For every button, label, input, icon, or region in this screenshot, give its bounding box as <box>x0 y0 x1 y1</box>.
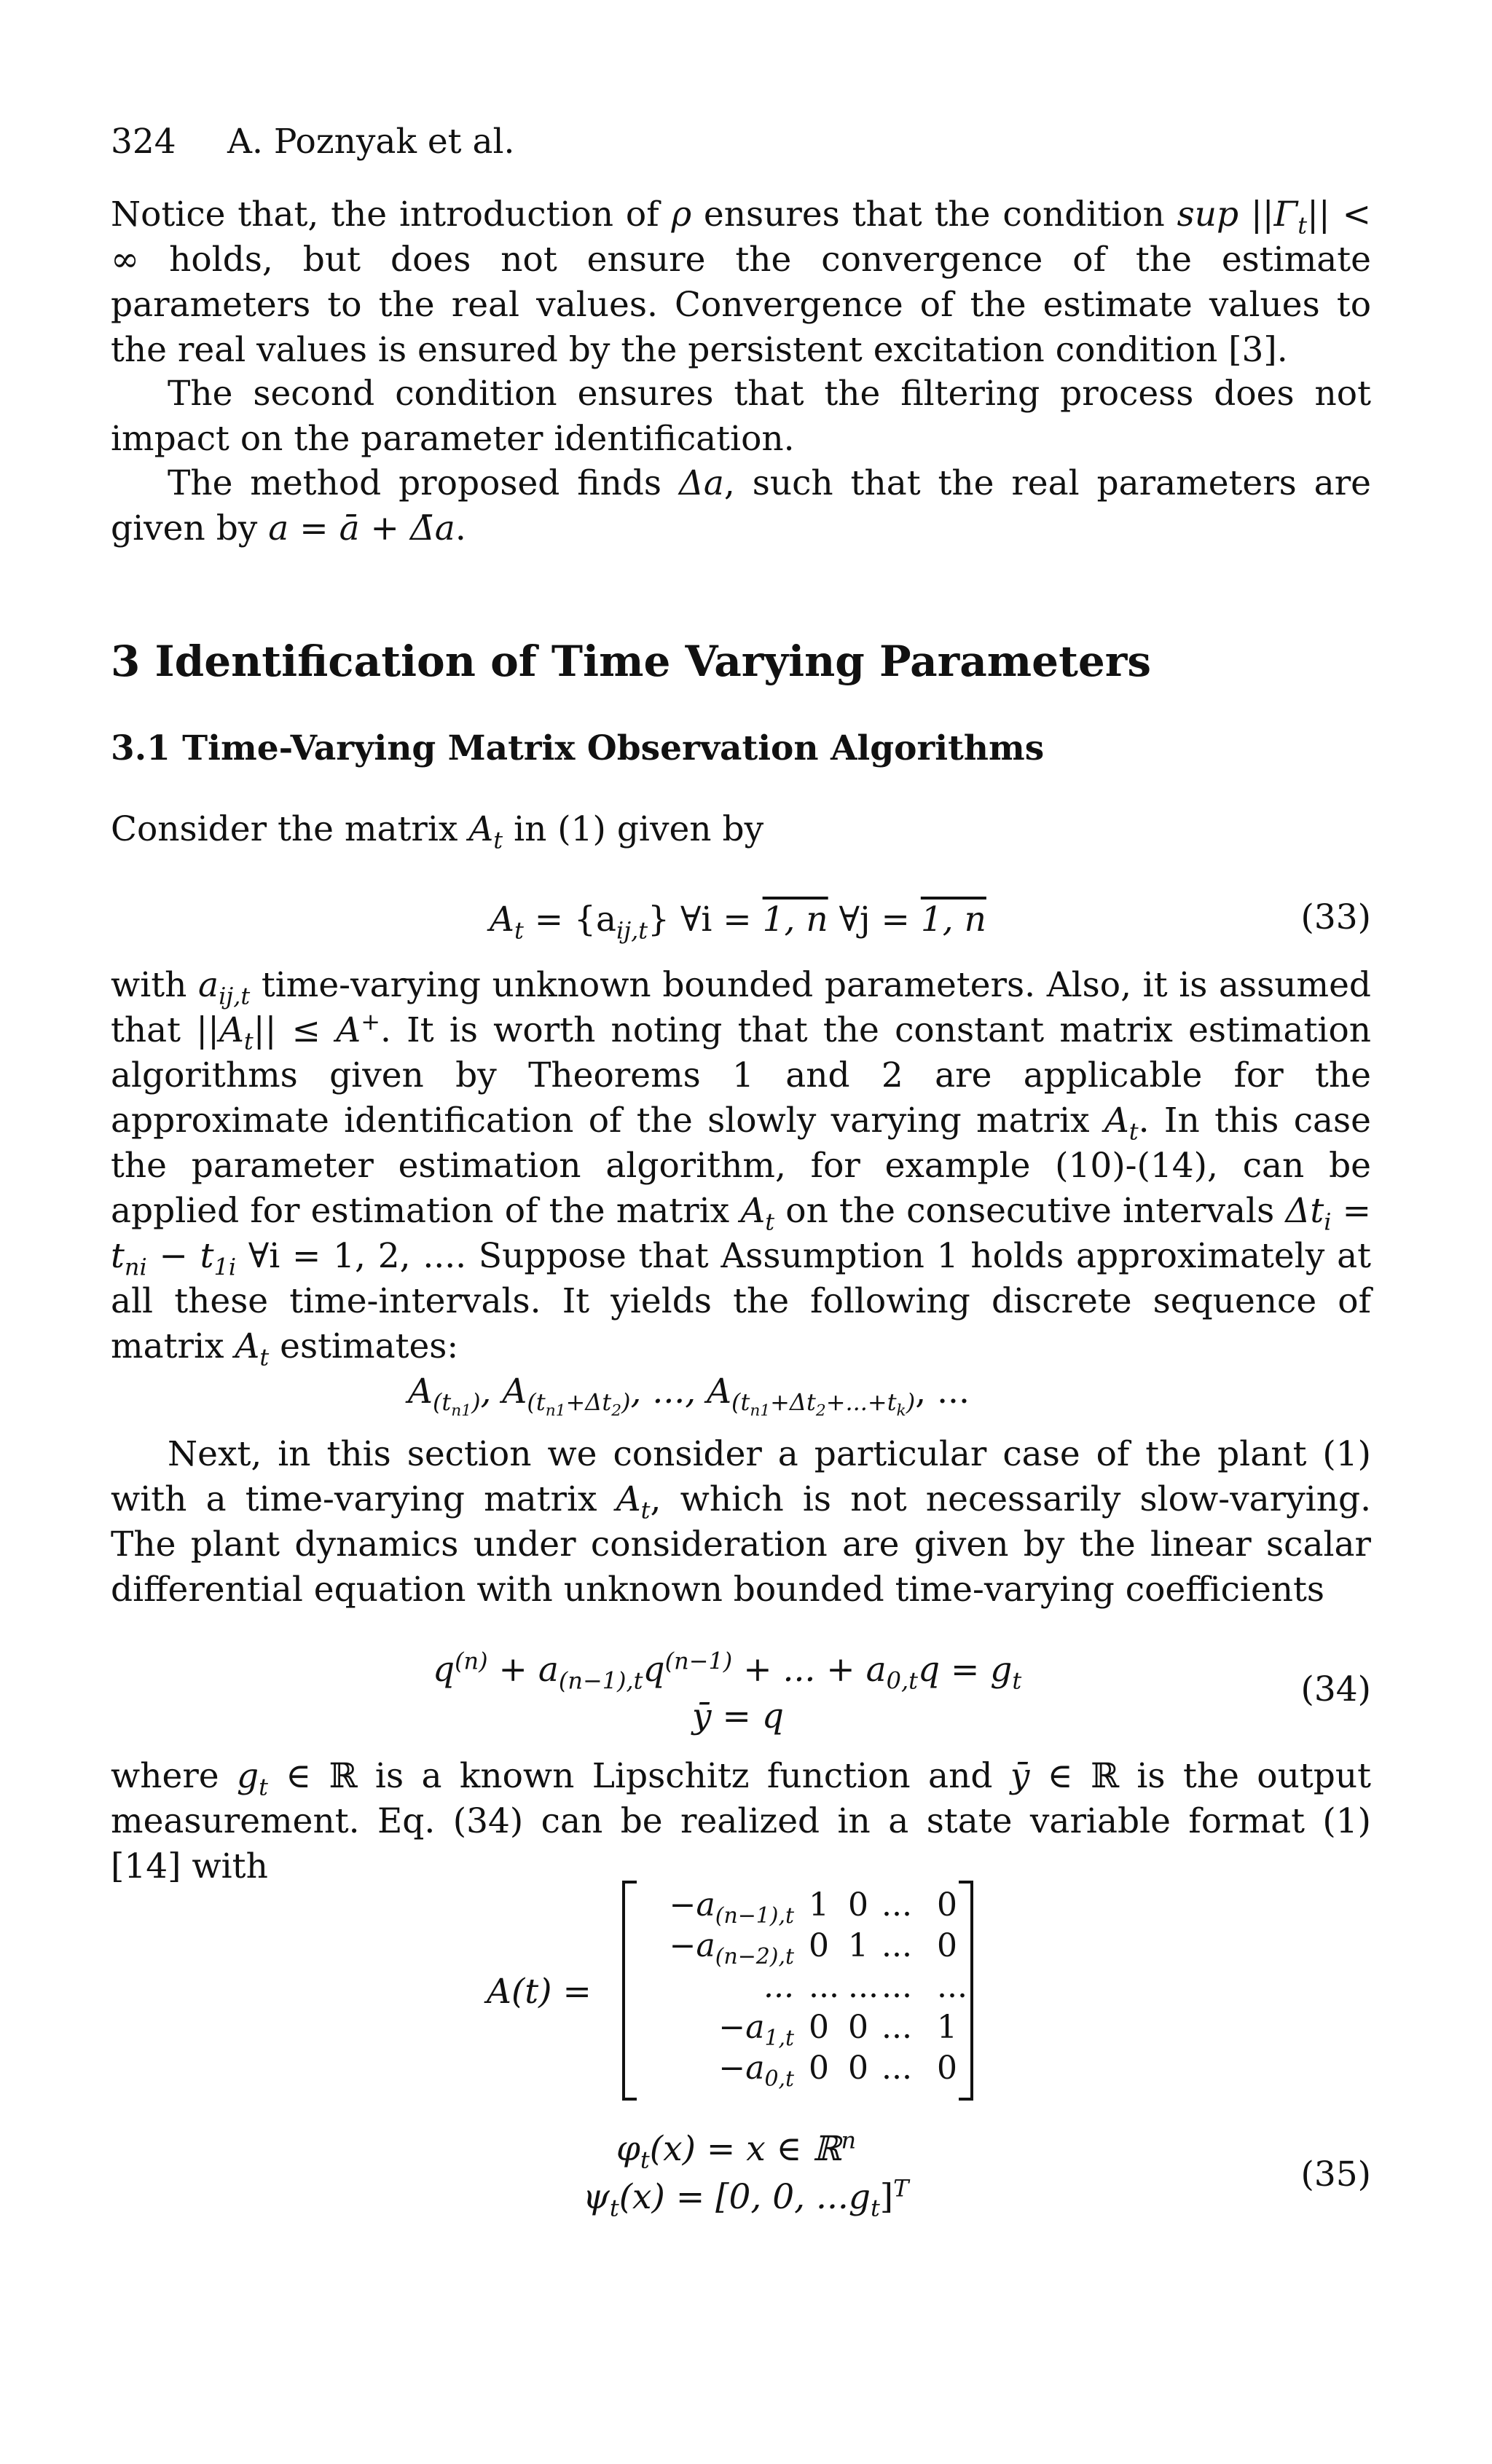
equation-34-line2: ȳ = q <box>692 1696 784 1736</box>
paragraph-time-varying: with $a_{ij,t}$ time-varying unknown bounded parameters. Also, it is assumed that $||A_t|| \le A^+$. It is worth noting that the constant matrix estimation algorithms given by Theorems 1 and 2 are applicable for the approximate identification of the slowly varying matrix $A_t$. In this case the parameter estimation algorithm, for example (10)-(14), can be applied for estimation of the matrix $A_t$ on the consecutive intervals $\Delta t_i = t_{ni} - t_{1i}$ ∀i = 1, 2, .... Suppose that Assumption 1 holds approximately at all these time-intervals. It yields the following discrete sequence of matrix $A_t$ estimates: <box>111 965 1372 1371</box>
matrix-cell-col1: $-a_{(n-1),t}$ <box>669 1886 794 1929</box>
matrix-cell-c3: 0 <box>848 2009 868 2046</box>
matrix-cell-c2: 0 <box>809 1927 829 1964</box>
paragraph-lipschitz: where $g_t$ ∈ ℝ is a known Lipschitz function and ȳ ∈ ℝ is the output measurement. Eq. (34) can be realized in a state variable format (1) [14] with <box>111 1756 1371 1886</box>
subsection-title: 3.1 Time-Varying Matrix Observation Algorithms <box>111 728 1045 768</box>
section-title: 3 Identification of Time Varying Parameters <box>111 637 1151 686</box>
matrix-cell-col1: $-a_{1,t}$ <box>718 2009 794 2051</box>
matrix-cell-col1: $-a_{0,t}$ <box>718 2050 794 2092</box>
matrix-left-bracket <box>622 1881 637 2101</box>
matrix-cell-c3: 0 <box>848 1886 868 1924</box>
page-number: 324 <box>111 122 176 162</box>
matrix-lhs: A(t) = <box>487 1972 592 2012</box>
paragraph-particular-case: Next, in this section we consider a particular case of the plant (1) with a time-varying matrix $A_t$, which is not necessarily slow-varying. The plant dynamics under consideration are given by the linear scalar differential equation with unknown bounded time-varying coefficients <box>111 1434 1372 1610</box>
equation-34-line1: $q^{(n)} + a_{(n-1),t}q^{(n-1)}$ + ... + $a_{0,t}q = g_t$ <box>433 1647 1022 1695</box>
matrix-cell-c4: ... <box>882 2050 912 2087</box>
estimate-sequence: $A_{(t_{n1})}$, $A_{(t_{n1}+\Delta t_2)}$, ..., $A_{(t_{n1}+\Delta t_2+...+t_k)}$, ... <box>408 1371 970 1420</box>
matrix-cell-c2: ... <box>809 1968 839 2005</box>
equation-number-33: (33) <box>1300 897 1371 937</box>
matrix-cell-c3: 0 <box>848 2050 868 2087</box>
matrix-cell-c2: 1 <box>809 1886 829 1924</box>
equation-number-34: (34) <box>1300 1669 1371 1709</box>
equation-35-line1: $\varphi_t(x) = x$ ∈ ℝ$^n$ <box>616 2126 857 2174</box>
matrix-cell-c2: 0 <box>809 2009 829 2046</box>
equation-33: $A_t = \{a_{ij,t}\}$ ∀i = 1, n ∀j = 1, n <box>490 900 986 945</box>
matrix-cell-c4: ... <box>882 1886 912 1924</box>
matrix-cell-c4: ... <box>882 2009 912 2046</box>
matrix-cell-c4: ... <box>882 1927 912 1964</box>
matrix-cell-c5: 0 <box>937 1886 957 1924</box>
matrix-cell-c5: 1 <box>937 2009 957 2046</box>
paragraph-filtering: The second condition ensures that the filtering process does not impact on the parameter identification. <box>111 374 1371 459</box>
matrix-cell-c5: 0 <box>937 1927 957 1964</box>
equation-35-line2: $\psi_t(x) = [0$, 0, $...g_t]^T$ <box>583 2174 909 2222</box>
matrix-cell-col1: $-a_{(n-2),t}$ <box>669 1927 794 1969</box>
paragraph-consider: Consider the matrix $A_t$ in (1) given by <box>111 809 764 854</box>
running-title: A. Poznyak et al. <box>227 122 515 162</box>
matrix-cell-c3: 1 <box>848 1927 868 1964</box>
matrix-cell-col1: ... <box>763 1968 794 2005</box>
matrix-cell-c4: ... <box>882 1968 912 2005</box>
paragraph-persistent-excitation: Notice that, the introduction of ρ ensures that the condition sup $||\Gamma_t||$ < ∞ holds, but does not ensure the convergence of the estimate parameters to the real values. Convergence of the estimate values to the real values is ensured by the persistent excitation condition [3]. <box>111 194 1371 370</box>
matrix-cell-c5: 0 <box>937 2050 957 2087</box>
matrix-cell-c5: ... <box>937 1968 967 2005</box>
matrix-cell-c3: ... <box>848 1968 879 2005</box>
equation-number-35: (35) <box>1300 2154 1371 2195</box>
matrix-cell-c2: 0 <box>809 2050 829 2087</box>
paragraph-method: The method proposed finds Δa, such that the real parameters are given by a = ā + Δ̄a. <box>111 463 1371 548</box>
